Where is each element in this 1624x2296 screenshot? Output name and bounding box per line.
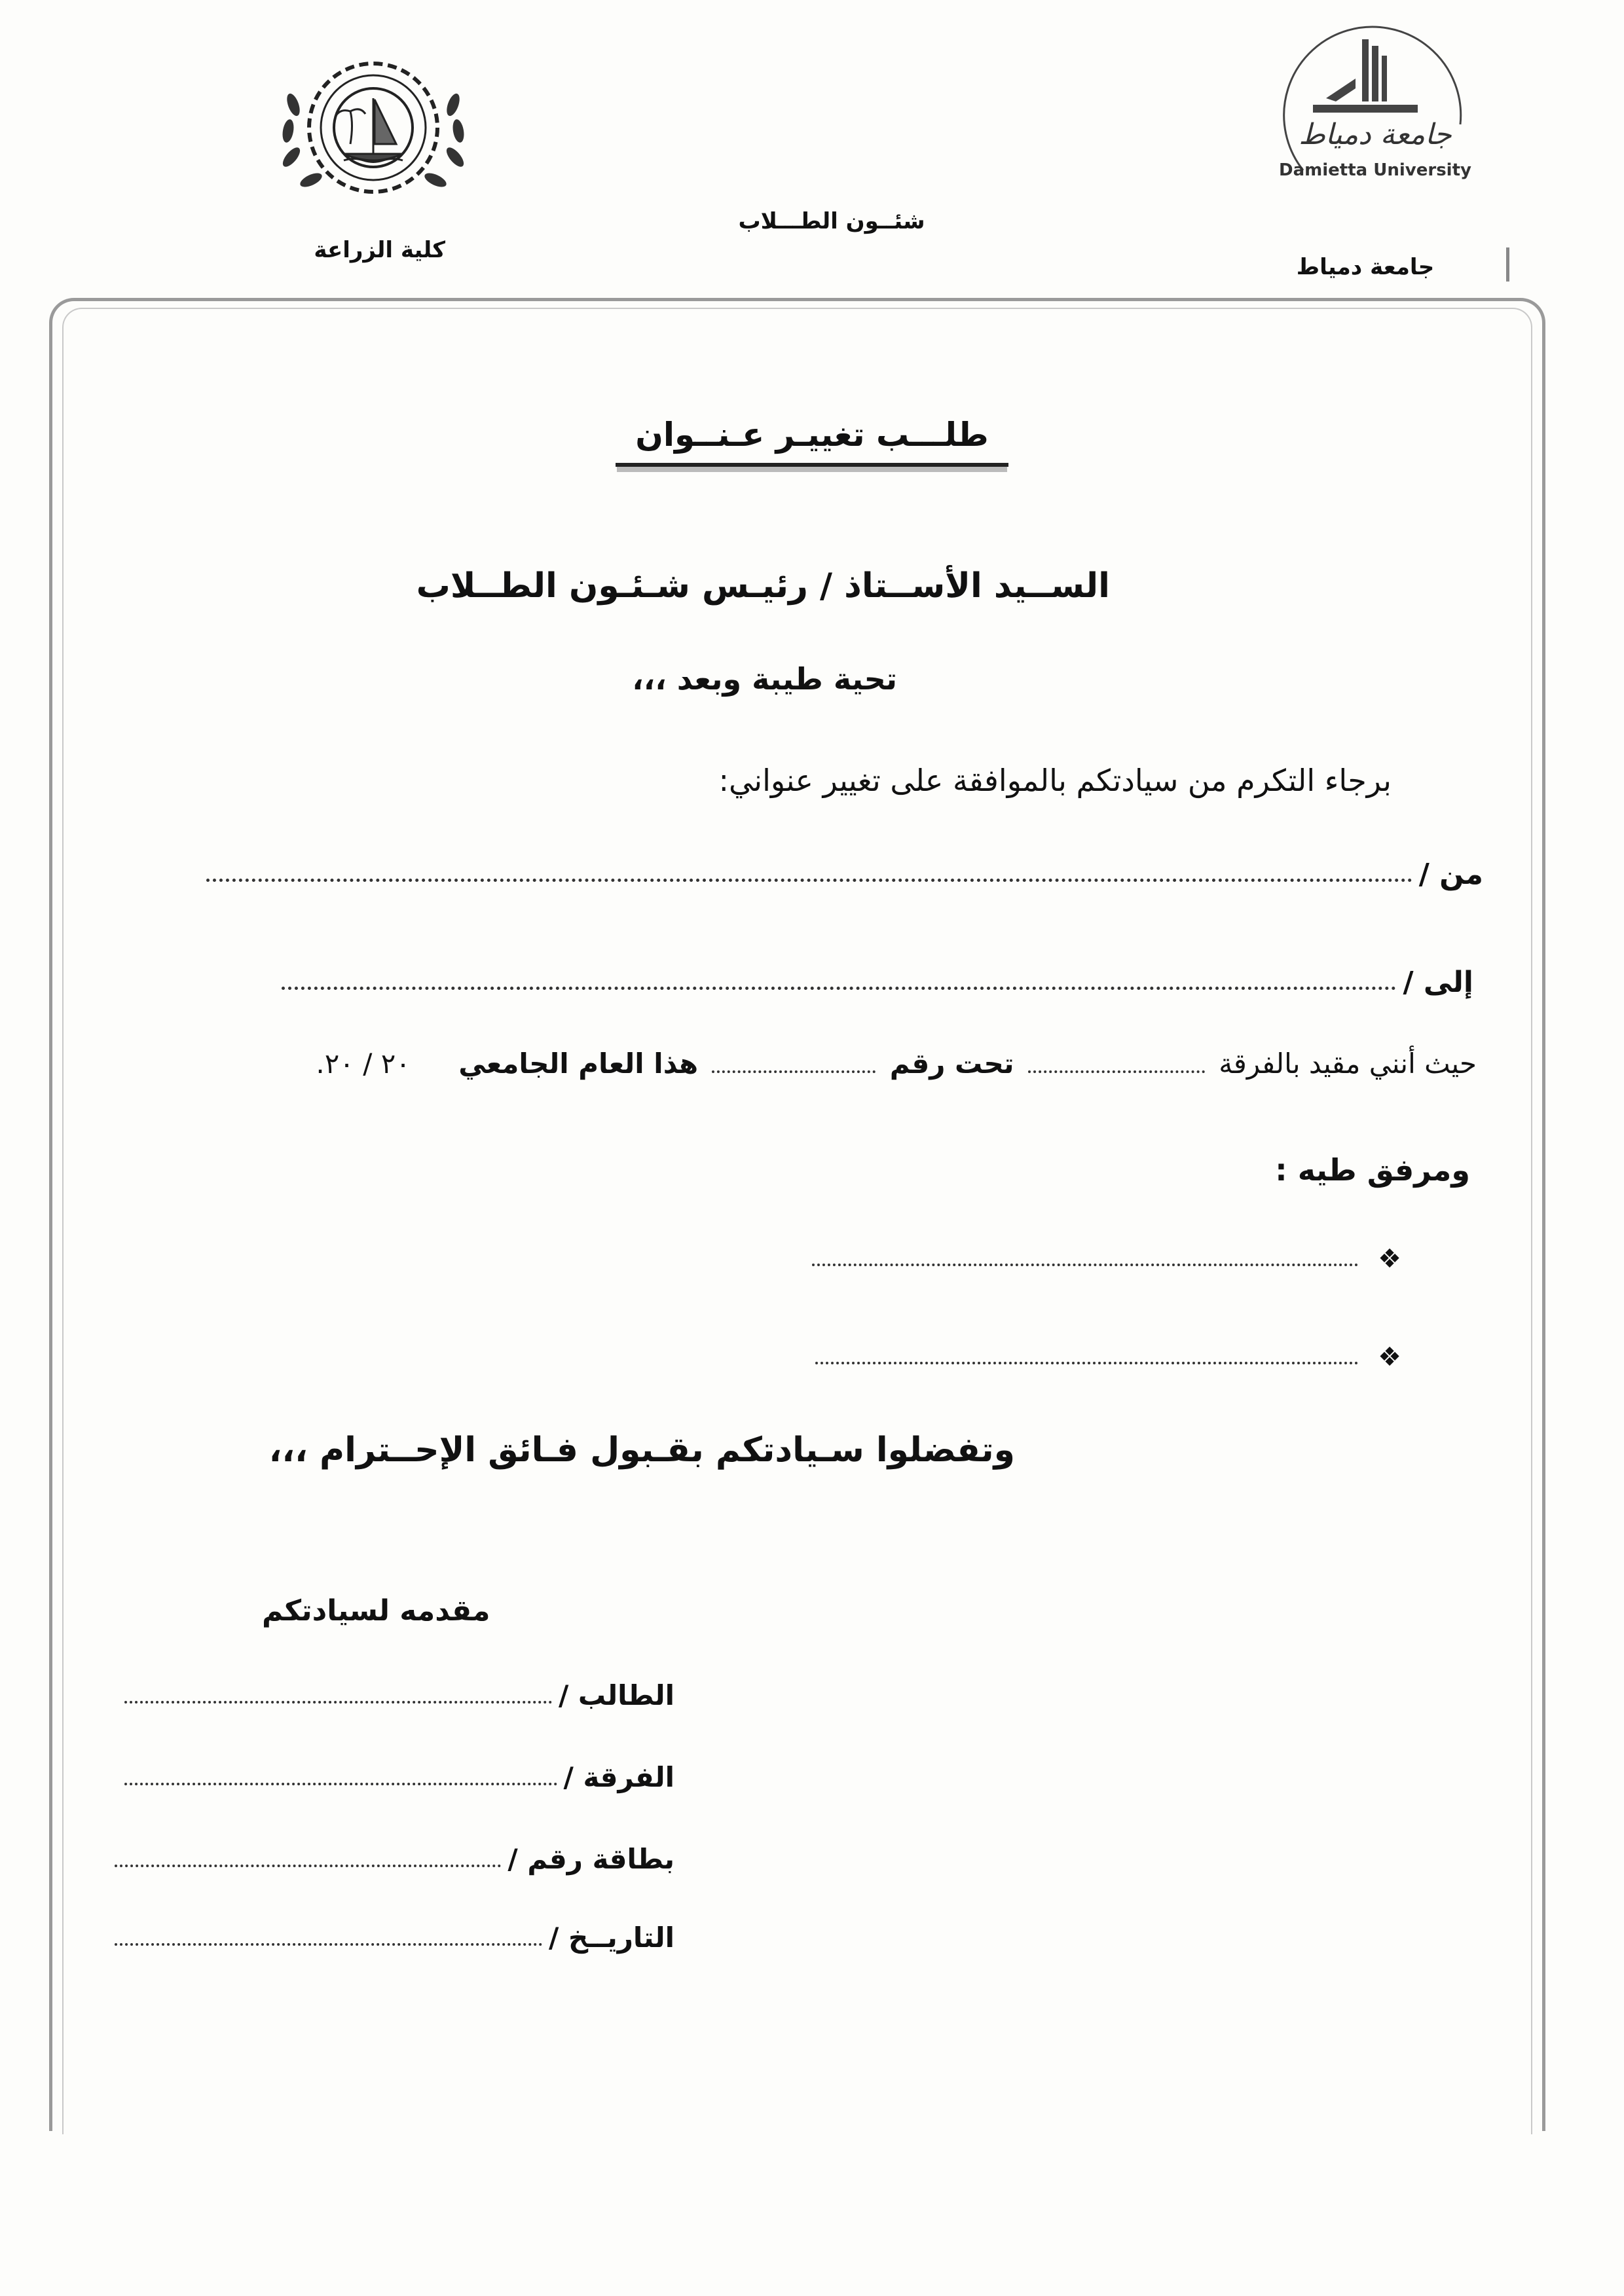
closing-text: وتفضلوا سـيادتكم بقـبول فـائق الإحــترام ،،، <box>268 1430 1015 1470</box>
to-address-field[interactable] <box>282 966 1473 999</box>
bullet-icon: ❖ <box>1378 1342 1401 1372</box>
from-dotted-line[interactable] <box>206 879 1412 882</box>
university-logo-icon <box>1264 7 1480 203</box>
university-name: جامعة دمياط <box>1296 254 1435 280</box>
faculty-logo-icon <box>262 46 485 223</box>
number-blank[interactable] <box>712 1070 876 1073</box>
study-part2: تحت رقم <box>889 1048 1014 1080</box>
study-part3: هذا العام الجامعي <box>458 1048 699 1080</box>
department-name: شئــون الطـــلاب <box>738 208 925 234</box>
presented-by: مقدمه لسيادتكم <box>262 1594 490 1628</box>
from-address-field[interactable] <box>206 858 1483 891</box>
study-line <box>316 1048 1477 1080</box>
to-label: إلى / <box>1403 966 1473 999</box>
faculty-name: كلية الزراعة <box>314 237 445 263</box>
date-field[interactable] <box>115 1922 674 1954</box>
form-title: طلـــب تغييـر عـنــوان <box>616 416 1008 467</box>
scan-artifact <box>1506 247 1509 282</box>
student-dotted-line[interactable] <box>124 1701 552 1704</box>
salutation: الســيد الأســتاذ / رئيـس شـئـون الطــلاب <box>416 566 1110 606</box>
bullet-icon: ❖ <box>1378 1244 1401 1274</box>
university-logo-en: Damietta University <box>1279 160 1471 180</box>
study-part1: حيث أنني مقيد بالفرقة <box>1219 1048 1477 1080</box>
attachment-item[interactable] <box>812 1244 1401 1274</box>
level-blank[interactable] <box>1028 1070 1205 1073</box>
request-text: برجاء التكرم من سيادتكم بالموافقة على تغيير عنواني: <box>718 763 1392 798</box>
student-field[interactable] <box>124 1679 674 1711</box>
attachment-dotted-line[interactable] <box>812 1264 1358 1266</box>
greeting: تحية طيبة وبعد ،،، <box>632 661 897 697</box>
date-label: التاريــخ / <box>549 1922 674 1954</box>
level-field[interactable] <box>124 1761 674 1793</box>
attachments-label: ومرفق طيه : <box>1275 1152 1470 1188</box>
to-dotted-line[interactable] <box>282 987 1396 990</box>
date-dotted-line[interactable] <box>115 1943 542 1946</box>
attachment-item[interactable] <box>815 1342 1401 1372</box>
from-label: من / <box>1418 858 1483 891</box>
attachment-dotted-line[interactable] <box>815 1362 1358 1364</box>
level-dotted-line[interactable] <box>124 1783 557 1785</box>
level-label: الفرقة / <box>563 1761 674 1793</box>
university-logo-ar: جامعة دمياط <box>1299 118 1452 151</box>
card-number-label: بطاقة رقم / <box>507 1843 674 1875</box>
academic-year[interactable]: ٢٠ / ٢٠. <box>316 1048 411 1080</box>
card-number-dotted-line[interactable] <box>115 1865 501 1867</box>
card-number-field[interactable] <box>115 1843 674 1875</box>
student-label: الطالب / <box>558 1679 674 1711</box>
